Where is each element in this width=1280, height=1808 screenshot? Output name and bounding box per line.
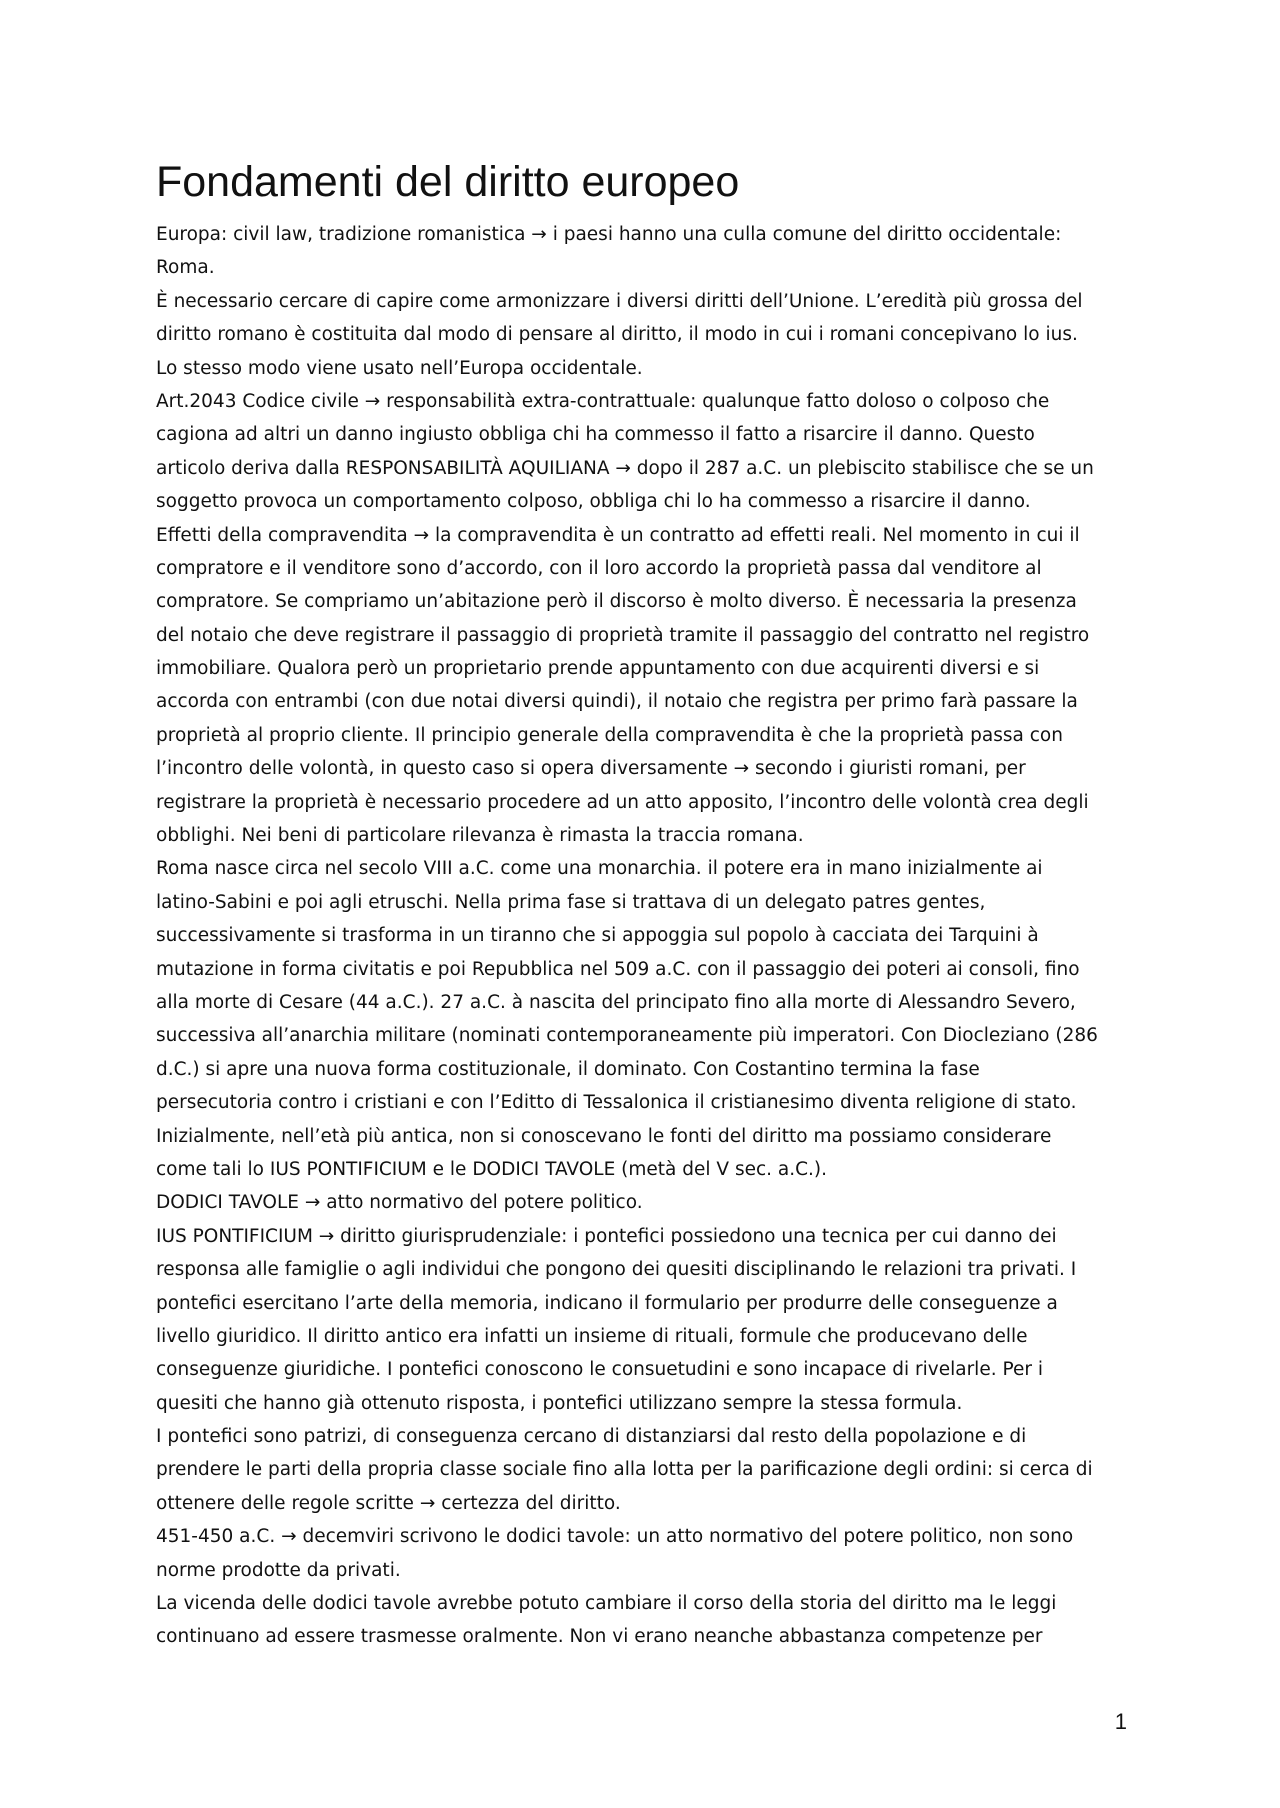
text-line: La vicenda delle dodici tavole avrebbe potuto cambiare il corso della storia del diritto ma le leggi [156, 1593, 1057, 1615]
text-line: d.C.) si apre una nuova forma costituzionale, il dominato. Con Costantino termina la fase [156, 1058, 980, 1080]
text-line: quesiti che hanno già ottenuto risposta, i pontefici utilizzano sempre la stessa formula. [156, 1392, 963, 1414]
text-line: successivamente si trasforma in un tiranno che si appoggia sul popolo à cacciata dei Tarquini à [156, 925, 1039, 947]
text-line: DODICI TAVOLE → atto normativo del potere politico. [156, 1192, 643, 1214]
text-line: continuano ad essere trasmesse oralmente. Non vi erano neanche abbastanza competenze per [156, 1626, 1043, 1648]
text-line: I pontefici sono patrizi, di conseguenza cercano di distanziarsi dal resto della popolazione e di [156, 1426, 1027, 1448]
text-line: norme prodotte da privati. [156, 1559, 401, 1581]
text-line: registrare la proprietà è necessario procedere ad un atto apposito, l’incontro delle volontà crea degli [156, 791, 1089, 813]
text-line: alla morte di Cesare (44 a.C.). 27 a.C. à nascita del principato fino alla morte di Alessandro Severo, [156, 991, 1076, 1013]
text-line: obblighi. Nei beni di particolare rilevanza è rimasta la traccia romana. [156, 825, 804, 847]
text-line: ottenere delle regole scritte → certezza del diritto. [156, 1492, 621, 1514]
text-line: articolo deriva dalla RESPONSABILITÀ AQUILIANA → dopo il 287 a.C. un plebiscito stabilisce che se un [156, 457, 1094, 479]
text-line: come tali lo IUS PONTIFICIUM e le DODICI TAVOLE (metà del V sec. a.C.). [156, 1158, 828, 1180]
text-line: Art.2043 Codice civile → responsabilità extra-contrattuale: qualunque fatto doloso o colposo che [156, 390, 1050, 412]
text-line: latino-Sabini e poi agli etruschi. Nella prima fase si trattava di un delegato patres gentes, [156, 891, 986, 913]
text-line: IUS PONTIFICIUM → diritto giurisprudenziale: i pontefici possiedono una tecnica per cui danno dei [156, 1225, 1057, 1247]
text-line: persecutoria contro i cristiani e con l’Editto di Tessalonica il cristianesimo diventa religione di stato. [156, 1092, 1077, 1114]
page-number: 1 [1114, 1709, 1127, 1734]
page-title: Fondamenti del diritto europeo [156, 158, 740, 206]
text-line: Europa: civil law, tradizione romanistica → i paesi hanno una culla comune del diritto occidentale: [156, 224, 1062, 245]
text-line: Roma nasce circa nel secolo VIII a.C. come una monarchia. il potere era in mano inizialmente ai [156, 858, 1043, 880]
text-line: accorda con entrambi (con due notai diversi quindi), il notaio che registra per primo farà passare la [156, 691, 1078, 713]
text-line: proprietà al proprio cliente. Il principio generale della compravendita è che la proprietà passa con [156, 724, 1063, 746]
text-line: 451-450 a.C. → decemviri scrivono le dodici tavole: un atto normativo del potere politico, non sono [156, 1526, 1074, 1548]
text-line: livello giuridico. Il diritto antico era infatti un insieme di rituali, formule che producevano delle [156, 1325, 1028, 1347]
text-line: responsa alle famiglie o agli individui che pongono dei quesiti disciplinando le relazioni tra privati. I [156, 1259, 1077, 1281]
text-line: pontefici esercitano l’arte della memoria, indicano il formulario per produrre delle conseguenze a [156, 1292, 1058, 1314]
text-line: soggetto provoca un comportamento colposo, obbliga chi lo ha commesso a risarcire il danno. [156, 491, 1031, 513]
text-line: mutazione in forma civitatis e poi Repubblica nel 509 a.C. con il passaggio dei poteri ai consoli, fino [156, 958, 1080, 980]
text-line: diritto romano è costituita dal modo di pensare al diritto, il modo in cui i romani concepivano lo ius. [156, 324, 1078, 346]
text-line: Effetti della compravendita → la compravendita è un contratto ad effetti reali. Nel momento in cui il [156, 524, 1080, 546]
text-line: Lo stesso modo viene usato nell’Europa occidentale. [156, 357, 643, 379]
text-line: cagiona ad altri un danno ingiusto obbliga chi ha commesso il fatto a risarcire il danno. Questo [156, 424, 1035, 446]
text-line: prendere le parti della propria classe sociale fino alla lotta per la parificazione degli ordini: si cerca di [156, 1459, 1093, 1481]
text-line: conseguenze giuridiche. I pontefici conoscono le consuetudini e sono incapace di rivelarle. Per i [156, 1359, 1043, 1381]
text-line: compratore e il venditore sono d’accordo, con il loro accordo la proprietà passa dal venditore al [156, 557, 1042, 579]
text-line: Inizialmente, nell’età più antica, non si conoscevano le fonti del diritto ma possiamo considerare [156, 1125, 1052, 1147]
text-line: del notaio che deve registrare il passaggio di proprietà tramite il passaggio del contratto nel registro [156, 624, 1090, 646]
text-line: successiva all’anarchia militare (nominati contemporaneamente più imperatori. Con Diocleziano (286 [156, 1025, 1098, 1047]
text-line: Roma. [156, 257, 215, 279]
text-line: È necessario cercare di capire come armonizzare i diversi diritti dell’Unione. L’eredità più grossa del [156, 290, 1083, 312]
text-line: l’incontro delle volontà, in questo caso si opera diversamente → secondo i giuristi romani, per [156, 758, 1026, 780]
text-line: compratore. Se compriamo un’abitazione però il discorso è molto diverso. È necessaria la presenza [156, 591, 1077, 613]
body-text [156, 218, 1136, 1654]
text-line: immobiliare. Qualora però un proprietario prende appuntamento con due acquirenti diversi e si [156, 658, 1040, 680]
